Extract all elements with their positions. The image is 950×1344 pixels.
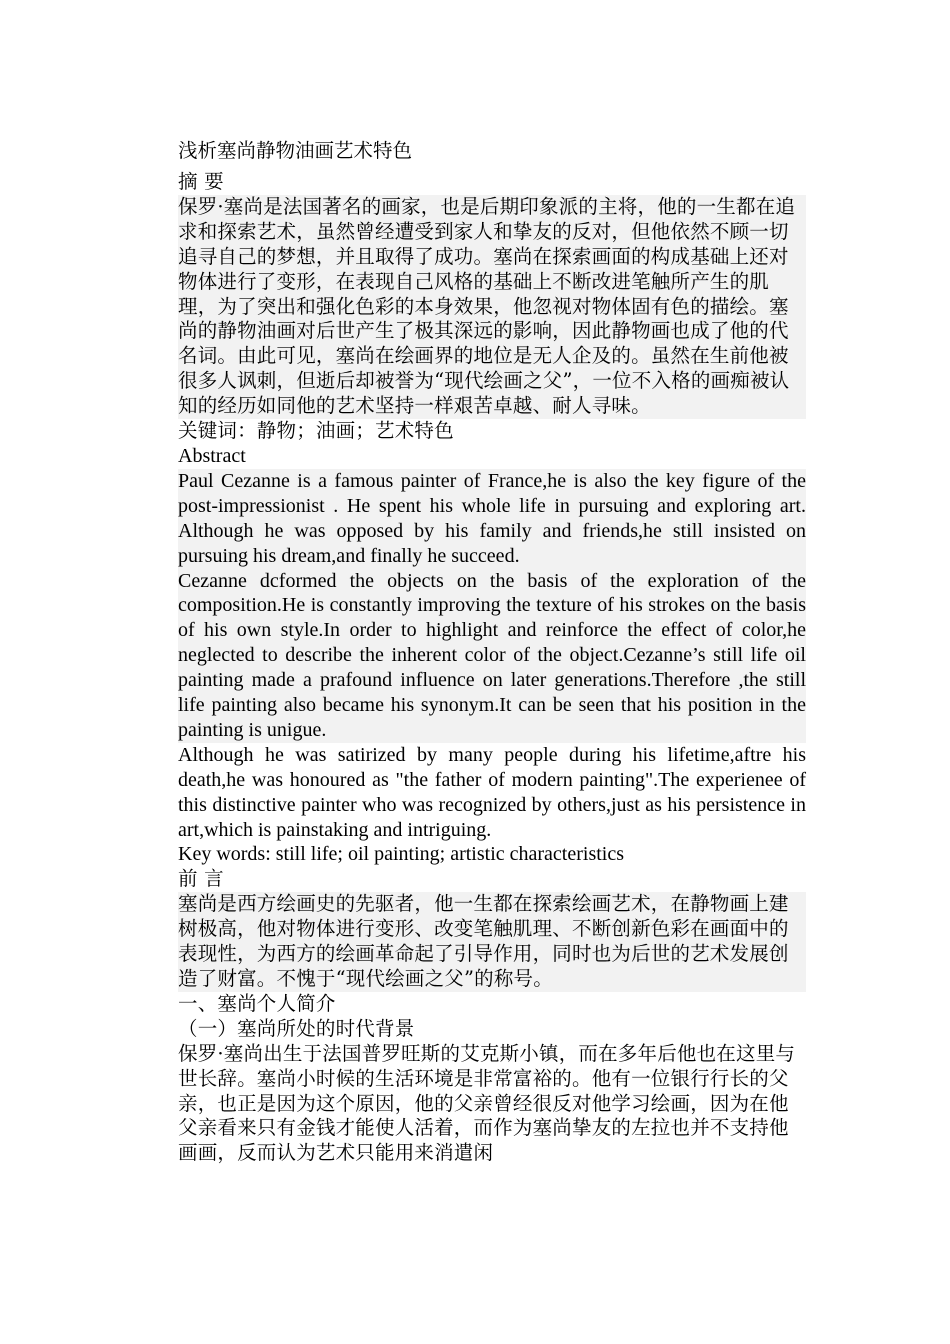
section-1-heading: 一、塞尚个人简介: [178, 991, 336, 1015]
abstract-en-paragraph-2: Cezanne dcformed the objects on the basis of the exploration of the composition.He is constantly improving the texture of his strokes on the basis of his own style.In order to highlight and reinforce the effect of color,he neglected to describe the inherent color of the object.Cezanne’s still life oil painting made a prafound influence on later generations.Therefore ,the still life painting also became his synonym.It can be seen that his position in the painting is unigue.: [178, 569, 806, 741]
abstract-zh-body: 保罗·塞尚是法国著名的画家，也是后期印象派的主将，他的一生都在追求和探索艺术，虽然曾经遭受到家人和挚友的反对，但他依然不顾一切追寻自己的梦想，并且取得了成功。塞尚在探索画面的构成基础上还对物体进行了变形，在表现自己风格的基础上不断改进笔触所产生的肌理，为了突出和强化色彩的本身效果，他忽视对物体固有色的描绘。塞尚的静物油画对后世产生了极其深远的影响，因此静物画也成了他的代名词。由此可见，塞尚在绘画界的地位是无人企及的。虽然在生前他被很多人讽刺，但逝后却被誉为“现代绘画之父”，一位不入格的画痴被认知的经历如同他的艺术坚持一样艰苦卓越、耐人寻味。: [178, 195, 806, 419]
abstract-en-paragraph-3: Although he was satirized by many people during his lifetime,aftre his death,he was honoured as "the father of modern painting".The experienee of this distinctive painter who was recognized by others,just as his persistence in art,which is painstaking and intriguing.: [178, 743, 806, 841]
keywords-zh: 关键词：静物；油画；艺术特色: [178, 419, 454, 443]
preface-body: 塞尚是西方绘画史的先驱者，他一生都在探索绘画艺术，在静物画上建树极高，他对物体进行变形、改变笔触肌理、不断创新色彩在画面中的表现性，为西方的绘画革命起了引导作用，同时也为后世的艺术发展创造了财富。不愧于“现代绘画之父”的称号。: [178, 892, 806, 992]
section-1-1-heading: （一）塞尚所处的时代背景: [178, 1016, 415, 1040]
abstract-en-heading: Abstract: [178, 444, 246, 467]
abstract-en-paragraph-1: Paul Cezanne is a famous painter of France,he is also the key figure of the post-impressionist . He spent his whole life in pursuing and exploring art. Although he was opposed by his family and friends,he still insisted on pursuing his dream,and finally he succeed.: [178, 469, 806, 567]
section-1-1-body: 保罗·塞尚出生于法国普罗旺斯的艾克斯小镇，而在多年后他也在这里与世长辞。塞尚小时候的生活环境是非常富裕的。他有一位银行行长的父亲，也正是因为这个原因，他的父亲曾经很反对他学习绘画，因为在他父亲看来只有金钱才能使人活着，而作为塞尚挚友的左拉也并不支持他画画，反而认为艺术只能用来消遣闲: [178, 1041, 796, 1165]
preface-heading: 前 言: [178, 867, 224, 891]
abstract-zh-heading: 摘 要: [178, 170, 224, 193]
keywords-en: Key words: still life; oil painting; artistic characteristics: [178, 843, 624, 866]
document-page: [178, 138, 806, 1166]
document-title: 浅析塞尚静物油画艺术特色: [178, 139, 413, 162]
